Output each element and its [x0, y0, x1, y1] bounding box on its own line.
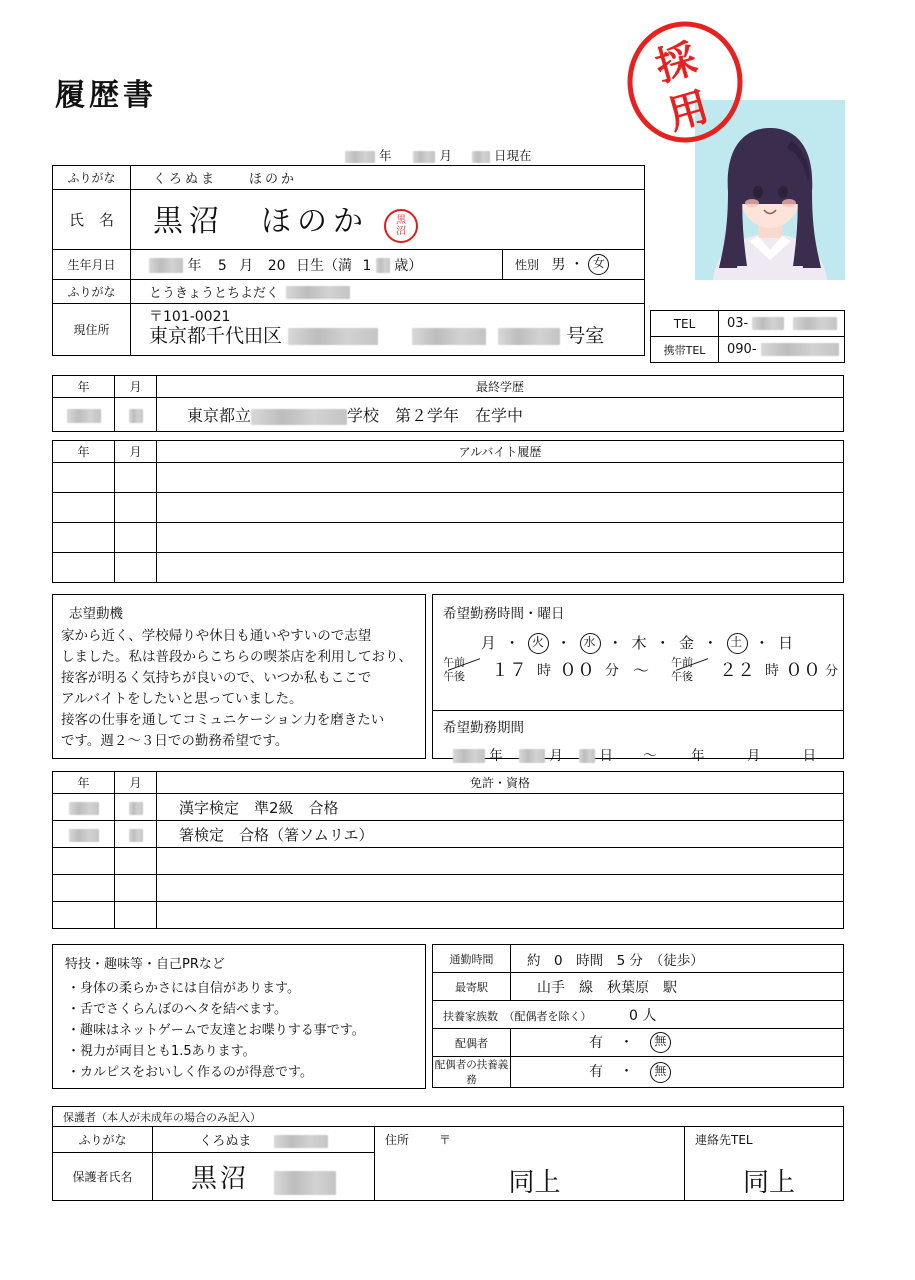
mobile-label: 携帯TEL: [651, 337, 719, 363]
start-hour: １７: [491, 660, 527, 681]
motivation-title: 志望動機: [69, 606, 123, 622]
nearest-station-value: 山手 線 秋葉原 駅: [511, 973, 844, 1001]
address-suffix: 号室: [566, 325, 605, 348]
birth-year-suffix: 年: [187, 257, 202, 274]
masked-age: [376, 258, 390, 273]
gender-female-selected: 女: [588, 254, 609, 275]
masked-mobile: [761, 343, 839, 356]
education-col-month: 月: [115, 376, 157, 398]
date-year-suffix: 年: [378, 148, 392, 163]
education-year-cell: [53, 398, 115, 432]
birth-age: 1: [362, 257, 372, 274]
end-am-label: 午前: [671, 656, 693, 669]
mobile-value: 090-: [727, 342, 757, 357]
personal-info-table: [52, 165, 645, 356]
end-min-suffix: 分: [825, 664, 839, 679]
address-label: 現住所: [53, 304, 131, 356]
tel-value: 03-: [727, 316, 749, 331]
start-min: ００: [559, 660, 595, 681]
table-row: [53, 902, 115, 929]
desired-period-title: 希望勤務期間: [443, 720, 524, 736]
guardian-table: [52, 1106, 844, 1201]
end-min: ００: [785, 660, 821, 681]
start-min-suffix: 分: [605, 663, 619, 679]
parttime-history-table: [52, 440, 844, 583]
birth-label: 生年月日: [53, 250, 131, 280]
masked-edu-year: [67, 409, 101, 423]
spouse-support-yes: 有: [589, 1064, 603, 1081]
education-row-text: 東京都立 学校 第２学年 在学中: [157, 398, 844, 432]
day-sat-selected: 土: [727, 633, 748, 654]
tel-label: TEL: [651, 311, 719, 337]
guardian-furigana-value: くろぬま: [153, 1127, 375, 1153]
license-col-title: 免許・資格: [157, 772, 844, 794]
approval-stamp: [620, 20, 750, 145]
guardian-name-cell: [153, 1153, 375, 1201]
page-title: 履歴書: [55, 78, 157, 113]
name-seal: [384, 209, 418, 243]
masked-period-year: [453, 749, 485, 763]
gender-male: 男: [551, 256, 566, 273]
masked-tel-2: [793, 317, 837, 330]
guardian-tel-cell: 連絡先TEL 同上: [685, 1127, 844, 1201]
masked-address-1: [288, 328, 378, 345]
masked-address-furigana: [286, 286, 350, 299]
spouse-support-label: 配偶者の扶養義務: [433, 1057, 511, 1088]
end-hour: ２２: [719, 660, 755, 681]
table-row: [53, 463, 115, 493]
spouse-yes: 有: [589, 1034, 603, 1051]
time-tilde: 〜: [633, 661, 650, 680]
day-tue-selected: 火: [528, 633, 549, 654]
name-label: 氏 名: [53, 190, 131, 250]
gender-label: 性別: [515, 257, 540, 272]
self-pr-text: ・身体の柔らかさには自信があります。 ・舌でさくらんぼのヘタを結べます。 ・趣味はネットゲームで友達とお喋りする事です。 ・視力が両目とも1.5あります。 ・カルピスをおいしく作るのが得意です。: [67, 981, 365, 1081]
start-hour-suffix: 時: [537, 663, 551, 679]
day-wed-selected: 水: [580, 633, 601, 654]
motivation-text: 家から近く、学校帰りや休日も通いやすいので志望 しました。私は普段からこちらの喫茶店を利用しており、 接客が明るく気持ちが良いので、いつか私もここで アルバイトをしたいと思っていました。 接客の仕事を通してコミュニケーション力を磨きたい です。週２〜３日での勤務希望です。: [61, 628, 412, 749]
end-hour-suffix: 時: [765, 663, 779, 679]
birth-month-suffix: 月: [239, 257, 254, 274]
masked-guardian-name: [274, 1171, 336, 1195]
seal-text-top: 黒: [396, 215, 407, 227]
education-col-title: 最終学歴: [157, 376, 844, 398]
spouse-support-no-selected: 無: [650, 1062, 671, 1083]
masked-year: [345, 151, 375, 163]
masked-guardian-furigana: [274, 1135, 328, 1148]
desired-work-title: 希望勤務時間・曜日: [443, 606, 565, 622]
spouse-separator: ・: [619, 1034, 634, 1051]
parttime-col-month: 月: [115, 441, 157, 463]
parttime-col-year: 年: [53, 441, 115, 463]
commute-time-value: 約 0 時間 5 分 （徒歩）: [511, 945, 844, 973]
education-col-year: 年: [53, 376, 115, 398]
day-fri: 金: [679, 634, 697, 652]
license-row-2: 箸検定 合格（箸ソムリエ）: [157, 821, 844, 848]
dependents-label: 扶養家族数 （配偶者を除く）: [443, 1009, 592, 1023]
license-col-year: 年: [53, 772, 115, 794]
desired-period-row: 年 月 日 〜 年 月 日: [433, 736, 843, 764]
guardian-name-value: 黒沼: [190, 1164, 249, 1194]
birth-day-suffix: 日生（満: [296, 257, 353, 274]
masked-address-2: [412, 328, 486, 345]
self-pr-box: [52, 944, 426, 1089]
address-furigana-label: ふりがな: [53, 280, 131, 304]
table-row: [53, 794, 115, 821]
commute-time-label: 通勤時間: [433, 945, 511, 973]
table-row: [53, 553, 115, 583]
address-furigana-value: とうきょうとちよだく: [149, 286, 280, 301]
guardian-furigana-label: ふりがな: [53, 1127, 153, 1153]
start-pm-label: 午後: [443, 670, 465, 683]
masked-day: [472, 151, 490, 163]
education-month-cell: [115, 398, 157, 432]
license-col-month: 月: [115, 772, 157, 794]
nearest-station-label: 最寄駅: [433, 973, 511, 1001]
license-table: [52, 771, 844, 929]
masked-tel-1: [752, 317, 784, 330]
start-am-label: 午前: [443, 656, 465, 669]
day-mon: 月: [480, 634, 498, 652]
birth-age-suffix: 歳）: [394, 257, 423, 274]
name-value: 黒沼 ほのか: [153, 203, 369, 239]
desired-time-row: [433, 654, 843, 704]
table-row: [53, 493, 115, 523]
spouse-support-separator: ・: [619, 1064, 634, 1081]
guardian-header: 保護者（本人が未成年の場合のみ記入）: [53, 1107, 844, 1127]
date-month-suffix: 月: [439, 148, 452, 163]
guardian-tel-value: 同上: [742, 1168, 795, 1198]
license-row-1: 漢字検定 準2級 合格: [157, 794, 844, 821]
end-pm-label: 午後: [671, 670, 693, 683]
seal-text-bottom: 沼: [396, 226, 407, 238]
masked-period-month: [519, 749, 545, 763]
table-row: [53, 848, 115, 875]
education-table: [52, 375, 844, 432]
guardian-address-cell: 住所 〒 同上: [375, 1127, 685, 1201]
date-line: [345, 146, 531, 164]
spouse-no-selected: 無: [650, 1032, 671, 1053]
gender-separator: ・: [569, 256, 584, 273]
furigana-label: ふりがな: [53, 166, 131, 190]
masked-month: [413, 151, 435, 163]
commute-table: [432, 944, 844, 1088]
desired-days-row: 月 ・ 火 ・ 水 ・ 木 ・ 金 ・ 土 ・ 日: [480, 634, 796, 652]
masked-edu-month: [129, 409, 143, 423]
desired-work-box: [432, 594, 844, 764]
address-line: 東京都千代田区: [149, 325, 283, 348]
birth-day: 20: [267, 257, 286, 274]
date-day-suffix: 日現在: [493, 148, 532, 163]
masked-address-3: [498, 328, 560, 345]
masked-birth-year: [149, 258, 183, 273]
parttime-col-title: アルバイト履歴: [157, 441, 844, 463]
furigana-value: くろぬま ほのか: [153, 172, 298, 187]
svg-text:用: 用: [662, 83, 714, 140]
dependents-value: 0 人: [629, 1007, 657, 1024]
spouse-label: 配偶者: [433, 1029, 511, 1057]
motivation-box: [52, 594, 426, 759]
self-pr-title: 特技・趣味等・自己PRなど: [65, 957, 225, 972]
table-row: [53, 875, 115, 902]
birth-month: 5: [217, 257, 227, 274]
masked-period-day: [579, 749, 595, 763]
day-sun: 日: [778, 634, 796, 652]
day-thu: 木: [631, 634, 649, 652]
guardian-name-label: 保護者氏名: [53, 1153, 153, 1201]
svg-text:採: 採: [650, 35, 702, 92]
guardian-address-value: 同上: [508, 1168, 561, 1198]
table-row: [53, 523, 115, 553]
table-row: [53, 821, 115, 848]
contact-table: [650, 310, 845, 363]
address-zip: 〒101-0021: [149, 308, 231, 325]
